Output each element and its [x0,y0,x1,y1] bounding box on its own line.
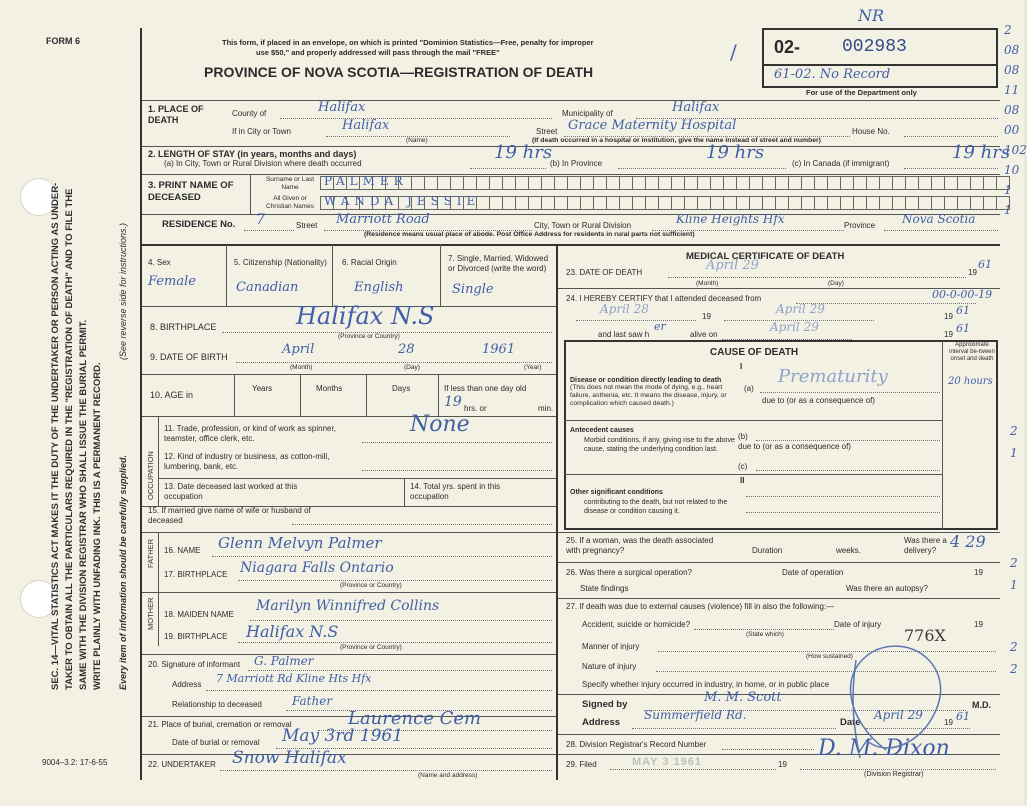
dept-note: 61-02. No Record [774,67,891,82]
city-label: If in City or Town [232,127,291,136]
street-label: Street [536,127,558,136]
specify-label: Specify whether injury occurred in industry, in home, or in public place [582,680,830,689]
rule [250,620,552,621]
form-title: PROVINCE OF NOVA SCOTIA—REGISTRATION OF DEATH [204,64,594,80]
given-names-label: All Given or Christian Names [265,195,315,210]
alive-year-value: 61 [956,322,970,335]
rule [142,654,556,655]
roman-1: I [740,362,743,371]
rule [904,168,998,169]
min-label: min. [538,404,554,413]
rule [564,420,942,421]
trade-value: None [410,412,470,437]
stay-a-value: 19 hrs [494,142,553,163]
surgical-label: 26. Was there a surgical operation? [566,568,692,577]
margin-code: 1 [1010,578,1018,592]
injury-19: 19 [974,620,983,629]
division-registrar-caption: (Division Registrar) [864,771,924,778]
alive-19: 19 [944,330,953,339]
age-years-label: Years [252,384,273,393]
rule [556,244,558,780]
nature-label: Nature of injury [582,662,637,671]
father-bp-caption: (Province or Country) [340,582,402,589]
cert-from-19: 19 [702,312,711,321]
nr-note: NR [858,6,885,25]
left-border [140,28,142,780]
res-city-value: Kline Heights Hfx [676,212,785,226]
due-to-b: due to (or as a consequence of) [738,442,851,451]
stay-c-label: (c) In Canada (if immigrant) [792,159,890,168]
municipality-label: Municipality of [562,109,613,118]
res-province-label: Province [844,221,876,230]
rule [362,470,552,471]
form-number: FORM 6 [46,36,81,46]
burial-date-label: Date of burial or removal [172,738,260,747]
margin-code: 2 [1010,662,1018,676]
accident-label: Accident, suicide or homicide? [582,620,691,629]
margin-code: 102 [1004,143,1027,157]
maiden-name-value: Marilyn Winnifred Collins [256,598,440,614]
envelope-note-1: This form, if placed in an envelope, on which is printed "Dominion Statistics—Free, penalty for improper [222,38,594,47]
registrar-signature: D. M. Dixon [818,736,950,761]
side-note-2: (See reverse side for instructions.) [118,222,128,360]
informant-address-label: Address [172,680,202,689]
margin-code: 11 [1004,83,1020,97]
burial-date-value: May 3rd 1961 [282,726,404,746]
dob-day-value: 28 [398,342,415,357]
married-name-label: 15. If married give name of wife or husband of deceased [148,506,311,525]
cert-from-value: April 28 [600,302,649,316]
side-law-1: SEC. 14—VITAL STATISTICS ACT MAKES IT THE DUTY OF THE UNDERTAKER OR PERSON ACTING AS UNDER- [50,182,61,690]
mother-bp-caption: (Province or Country) [340,644,402,651]
envelope-note-2: use $50," and properly addressed will pass through the mail "FREE" [256,48,500,57]
antecedent-heading: Antecedent causes [570,427,634,434]
dob-month-caption: (Month) [290,364,313,371]
external-label: 27. If death was due to external causes (violence) fill in also the following:— [566,602,835,611]
side-law-3: SAME WITH THE DIVISION REGISTRAR WHO SHALL ISSUE THE BURIAL PERMIT. [78,319,89,690]
certify-label: 24. I HEREBY CERTIFY that I attended deceased from [566,294,762,303]
md-year-value: 61 [956,710,970,723]
stay-c-value: 19 hrs [952,142,1011,163]
rule [884,230,998,231]
margin-code: 1 [1004,203,1012,217]
last-saw-label: and last saw h [598,330,650,339]
county-label: County of [232,109,267,118]
rule [756,440,940,441]
citizenship-label: 5. Citizenship (Nationality) [234,258,327,267]
rule [212,556,552,557]
manner-label: Manner of injury [582,642,640,651]
operation-19: 19 [974,568,983,577]
autopsy-label: Was there an autopsy? [846,584,928,593]
tick-mark: / [730,40,737,64]
death-year-value: 61 [978,258,992,271]
rule [404,478,405,506]
racial-value: English [354,280,404,295]
rule [142,174,1000,175]
death-month-caption: (Month) [696,280,719,287]
rule [760,392,940,393]
rule [142,754,556,755]
municipality-value: Halifax [672,100,720,115]
rule [942,340,943,530]
rule [206,690,552,691]
res-province-value: Nova Scotia [902,212,976,226]
margin-code: 1 [1004,183,1012,197]
cause-a-prefix: (a) [744,384,754,393]
marital-label: 7. Single, Married, Widowed or Divorced (write the word) [448,254,549,273]
res-city-label: City, Town or Rural Division [534,221,632,230]
duration-label: Duration [752,546,783,555]
margin-codes-lower [1010,420,1024,680]
rule [236,362,552,363]
burial-place-label: 21. Place of burial, cremation or removal [148,720,292,729]
state-which-caption: (State which) [746,631,784,638]
industry-label: 12. Kind of industry or business, as cotton-mill, lumbering, bank, etc. [164,452,330,471]
rule [158,478,556,479]
father-name-value: Glenn Melvyn Palmer [218,534,382,552]
informant-address-value: 7 Marriott Rd Kline Hts Hfx [216,672,372,685]
dob-year-caption: (Year) [524,364,542,371]
rule [438,374,439,416]
undertaker-label: 22. UNDERTAKER [148,760,216,769]
sex-value: Female [148,274,196,289]
rule [558,532,1000,533]
hospital-note: (If death occurred in a hospital or institution, give the name instead of street and number) [532,137,821,144]
alive-on-label: alive on [690,330,718,339]
occupation-side-label: OCCUPATION [146,451,155,500]
mother-birthplace-value: Halifax N.S [246,622,339,641]
rule [142,146,1000,147]
birthplace-value: Halifax N.S [296,302,435,330]
racial-label: 6. Racial Origin [342,258,397,267]
informant-label: 20. Signature of informant [148,660,241,669]
file-number-value: 776X [904,626,946,645]
margin-code: 08 [1004,103,1020,117]
signed-by-label: Signed by [582,699,628,710]
cert-to-value: April 29 [776,302,825,316]
md-date-label: Date [840,717,861,728]
residence-no-value: 7 [256,212,265,228]
death-19-label: 19 [968,268,977,277]
age-days-label: Days [392,384,411,393]
res-street-label: Street [296,221,318,230]
md-19: 19 [944,718,953,727]
father-name-label: 16. NAME [164,546,201,555]
due-to-a: due to (or as a consequence of) [762,396,875,405]
rule [668,277,966,278]
date-injury-label: Date of injury [834,620,882,629]
disease-note: (This does not mean the mode of dying, e.g., heart failure, asthenia, etc. It means the disease, injury, or complication which caused death.) [570,384,727,407]
rule [558,562,1000,563]
burial-place-value: Laurence Cem [348,708,482,729]
date-operation-label: Date of operation [782,568,844,577]
rule [250,174,251,214]
signed-by-value: M. M. Scott [704,690,782,705]
undertaker-caption: (Name and address) [418,772,478,779]
rule [632,728,836,729]
signature-flourish [826,640,966,764]
last-saw-letter: er [654,320,666,333]
print-code: 9004–3.2: 17-6-55 [42,758,108,767]
rule [756,470,940,471]
dob-label: 9. DATE OF BIRTH [150,352,228,362]
stay-b-label: (b) In Province [550,159,603,168]
how-sustained-caption: (How sustained) [806,653,853,660]
rule [746,496,940,497]
rule [142,214,1000,215]
residence-label: RESIDENCE No. [162,219,236,230]
street-value: Grace Maternity Hospital [568,118,737,133]
rule [280,118,552,119]
relationship-value: Father [292,694,333,708]
div-reg-number-label: 28. Division Registrar's Record Number [566,740,707,749]
rule [142,592,556,593]
filed-label: 29. Filed [566,760,597,769]
mother-side-label: MOTHER [146,597,155,630]
father-birthplace-value: Niagara Falls Ontario [240,560,394,576]
weeks-label: weeks. [836,546,861,555]
margin-code: 08 [1004,63,1020,77]
rule [558,598,1000,599]
filed-19: 19 [778,760,787,769]
rule [564,474,942,475]
age-hrs-value: 19 [444,394,462,410]
side-law-4: WRITE PLAINLY WITH UNFADING INK. THIS IS A PERMANENT RECORD. [92,362,103,690]
total-yrs-label: 14. Total yrs. spent in this occupation [410,482,501,501]
other-sig-heading: Other significant conditions [570,489,663,496]
last-worked-label: 13. Date deceased last worked at this occupation [164,482,298,501]
rule [142,244,1000,246]
house-no-label: House No. [852,127,890,136]
informant-sig: G. Palmer [254,654,314,668]
margin-code: 2 [1004,23,1012,37]
rule [610,769,776,770]
maiden-name-label: 18. MAIDEN NAME [164,610,234,619]
rule [722,749,814,750]
rule [362,442,552,443]
date-of-death-value: April 29 [706,258,759,273]
cause-title: CAUSE OF DEATH [710,347,799,358]
father-birthplace-label: 17. BIRTHPLACE [164,570,228,579]
rule [440,244,441,306]
undertaker-value: Snow Halifax [232,748,347,768]
rule [300,374,301,416]
rule [366,374,367,416]
city-value: Halifax [342,118,390,133]
antecedent-note: Morbid conditions, if any, giving rise to the above cause, stating the underlying condition last. [584,437,735,453]
residence-note: (Residence means usual place of abode. Post Office Address for residents in rural parts not sufficient) [364,231,695,238]
alive-on-value: April 29 [770,320,819,334]
pregnancy-label: 25. If a woman, was the death associated with pregnancy? [566,536,714,555]
margin-code: 2 [1010,640,1018,654]
md-date-value: April 29 [874,708,923,722]
given-value: WANDA JESSIE [324,194,481,208]
name-caption: (Name) [406,137,428,144]
margin-code: 10 [1004,163,1020,177]
cert-to-19: 19 [944,312,953,321]
md-label: M.D. [972,700,991,710]
margin-code: 1 [1010,446,1018,460]
length-of-stay-label: 2. LENGTH OF STAY (in years, months and days) [148,149,357,159]
rule [158,416,159,506]
marital-value: Single [452,282,494,297]
delivery-label: Was there a delivery? [904,536,947,555]
rule [332,244,333,306]
md-address-value: Summerfield Rd. [644,708,747,722]
rule [158,532,159,646]
delivery-value: 4 29 [950,532,986,551]
birthplace-caption: (Province or Country) [338,333,400,340]
interval-label: Approximate interval be-tween onset and death [949,342,995,362]
rule [142,416,556,417]
cause-b-prefix: (b) [738,432,748,441]
dob-year-value: 1961 [482,342,516,357]
rule [904,136,998,137]
dept-box [762,66,998,88]
cause-a-value: Prematurity [778,366,888,387]
rule [248,670,552,671]
print-name-label: 3. PRINT NAME OF DECEASED [148,180,234,203]
cause-c-prefix: (c) [738,462,748,471]
relationship-label: Relationship to deceased [172,700,262,709]
stay-b-value: 19 hrs [706,142,765,163]
sex-label: 4. Sex [148,258,171,267]
rule [142,532,556,533]
margin-code: 08 [1004,43,1020,57]
roman-2: II [740,476,745,485]
rule [292,524,552,525]
death-day-caption: (Day) [828,280,844,287]
side-note: Every item of information should be carefully supplied. [118,454,128,690]
stay-a-label: (a) In City, Town or Rural Division where death occurred [164,159,362,168]
rule [244,230,294,231]
cert-year-value: 61 [956,304,970,317]
less-than-day-label: If less than one day old [444,384,527,393]
margin-code: 2 [1010,556,1018,570]
md-address-label: Address [582,717,621,728]
rule [226,244,227,306]
dept-use-caption: For use of the Department only [806,88,917,97]
rule [142,100,1000,101]
rule [234,374,235,416]
dob-month-value: April [282,342,315,357]
medical-certificate-title: MEDICAL CERTIFICATE OF DEATH [686,251,845,262]
citizenship-value: Canadian [236,280,299,295]
other-sig-note: contributing to the death, but not related to the disease or condition causing it. [584,499,728,515]
margin-code: 2 [1010,424,1018,438]
res-street-value: Marriott Road [336,212,430,227]
disease-heading: Disease or condition directly leading to death [570,377,722,384]
father-side-label: FATHER [146,538,155,568]
registration-number-box [762,28,998,66]
surname-label: Surname or Last Name [265,176,315,191]
reg-prefix: 02- [774,37,801,57]
cert-range-value: 00-0-00-19 [932,288,993,301]
birthplace-label: 8. BIRTHPLACE [150,322,217,332]
mother-birthplace-label: 19. BIRTHPLACE [164,632,228,641]
dob-day-caption: (Day) [404,364,420,371]
rule [142,374,556,375]
interval-a-value: 20 hours [948,376,993,387]
rule [576,320,696,321]
place-of-death-label: 1. PLACE OF DEATH [148,104,204,125]
filed-stamp: MAY 3 1961 [632,756,702,768]
age-label: 10. AGE in [150,390,194,400]
hrs-or-label: hrs. or [464,404,487,413]
rule [470,168,546,169]
surname-boxes [320,176,1010,190]
margin-code: 00 [1004,123,1020,137]
rule [220,770,552,771]
side-law-2: TAKER TO OBTAIN ALL THE PARTICULARS REQUIRED IN THE "REGISTRATION OF DEATH" AND TO FILE THE [64,188,75,690]
county-value: Halifax [318,100,366,115]
age-months-label: Months [316,384,343,393]
trade-label: 11. Trade, profession, or kind of work as spinner, teamster, office clerk, etc. [164,424,336,443]
rule [618,168,786,169]
reg-number: 002983 [842,37,907,57]
date-of-death-label: 23. DATE OF DEATH [566,268,643,277]
state-findings-label: State findings [580,584,629,593]
rule [746,512,940,513]
surname-value: PALMER [324,174,408,188]
